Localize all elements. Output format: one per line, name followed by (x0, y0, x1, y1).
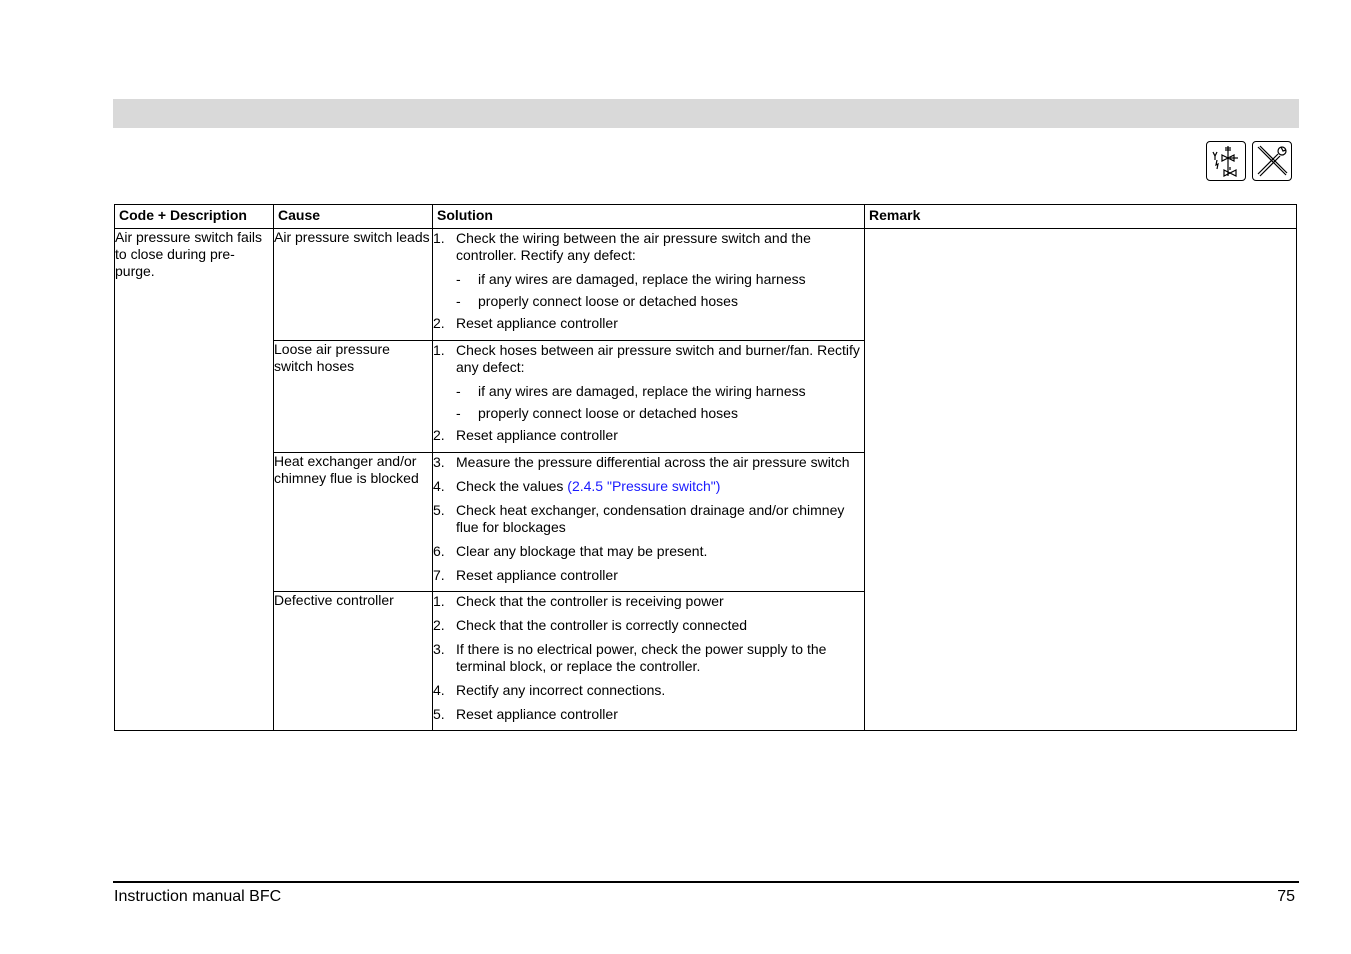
solution-step: 5. Reset appliance controller (433, 706, 618, 722)
solution-step: 3. If there is no electrical power, check the power supply to the terminal block, or replace the controller. (433, 641, 827, 674)
solution-step: 2. Reset appliance controller (433, 427, 618, 443)
footer-title: Instruction manual BFC (114, 888, 282, 905)
solution-cell (433, 453, 865, 592)
cause-cell: Loose air pressure switch hoses (274, 341, 433, 453)
solution-cell (433, 592, 865, 731)
header-remark: Remark (865, 205, 1297, 229)
solution-step: 1. Check hoses between air pressure switch and burner/fan. Rectify any defect: (433, 342, 860, 375)
solution-bullet: - if any wires are damaged, replace the wiring harness (456, 271, 806, 287)
remark-cell (865, 229, 1297, 731)
cause-cell: Air pressure switch leads (274, 229, 433, 341)
solution-step: 4. Rectify any incorrect connections. (433, 682, 666, 698)
solution-step: 4. Check the values (2.4.5 "Pressure switch") (433, 478, 721, 494)
table-row (115, 229, 1297, 341)
solution-bullet: - properly connect loose or detached hoses (456, 405, 738, 421)
solution-step: 7. Reset appliance controller (433, 567, 618, 583)
solution-step: 3. Measure the pressure differential across the air pressure switch (433, 454, 850, 470)
page-number: 75 (1277, 888, 1295, 905)
header-icons (1206, 141, 1292, 181)
solution-step: 2. Reset appliance controller (433, 315, 618, 331)
solution-step: 6. Clear any blockage that may be present. (433, 543, 708, 559)
solution-cell (433, 341, 865, 453)
solution-cell (433, 229, 865, 341)
code-description-cell: Air pressure switch fails to close during pre-purge. (115, 229, 274, 731)
header-solution: Solution (433, 205, 865, 229)
pressure-switch-link[interactable]: (2.4.5 "Pressure switch") (567, 478, 721, 494)
solution-step: 2. Check that the controller is correctly connected (433, 617, 748, 633)
solution-step: 1. Check that the controller is receiving power (433, 593, 724, 609)
tools-wrench-screwdriver-icon (1252, 141, 1292, 181)
installer-valve-icon (1206, 141, 1246, 181)
solution-step: 5. Check heat exchanger, condensation drainage and/or chimney flue for blockages (433, 502, 845, 535)
cause-cell: Heat exchanger and/or chimney flue is blocked (274, 453, 433, 592)
header-cause: Cause (274, 205, 433, 229)
solution-step: 1. Check the wiring between the air pressure switch and the controller. Rectify any defect: (433, 230, 811, 263)
troubleshooting-table (114, 204, 1297, 731)
solution-bullet: - properly connect loose or detached hoses (456, 293, 738, 309)
cause-cell: Defective controller (274, 592, 433, 731)
table-header-row (115, 205, 1297, 229)
solution-bullet: - if any wires are damaged, replace the wiring harness (456, 383, 806, 399)
footer-divider (113, 881, 1299, 883)
header-code-description: Code + Description (115, 205, 274, 229)
header-bar (113, 99, 1299, 128)
